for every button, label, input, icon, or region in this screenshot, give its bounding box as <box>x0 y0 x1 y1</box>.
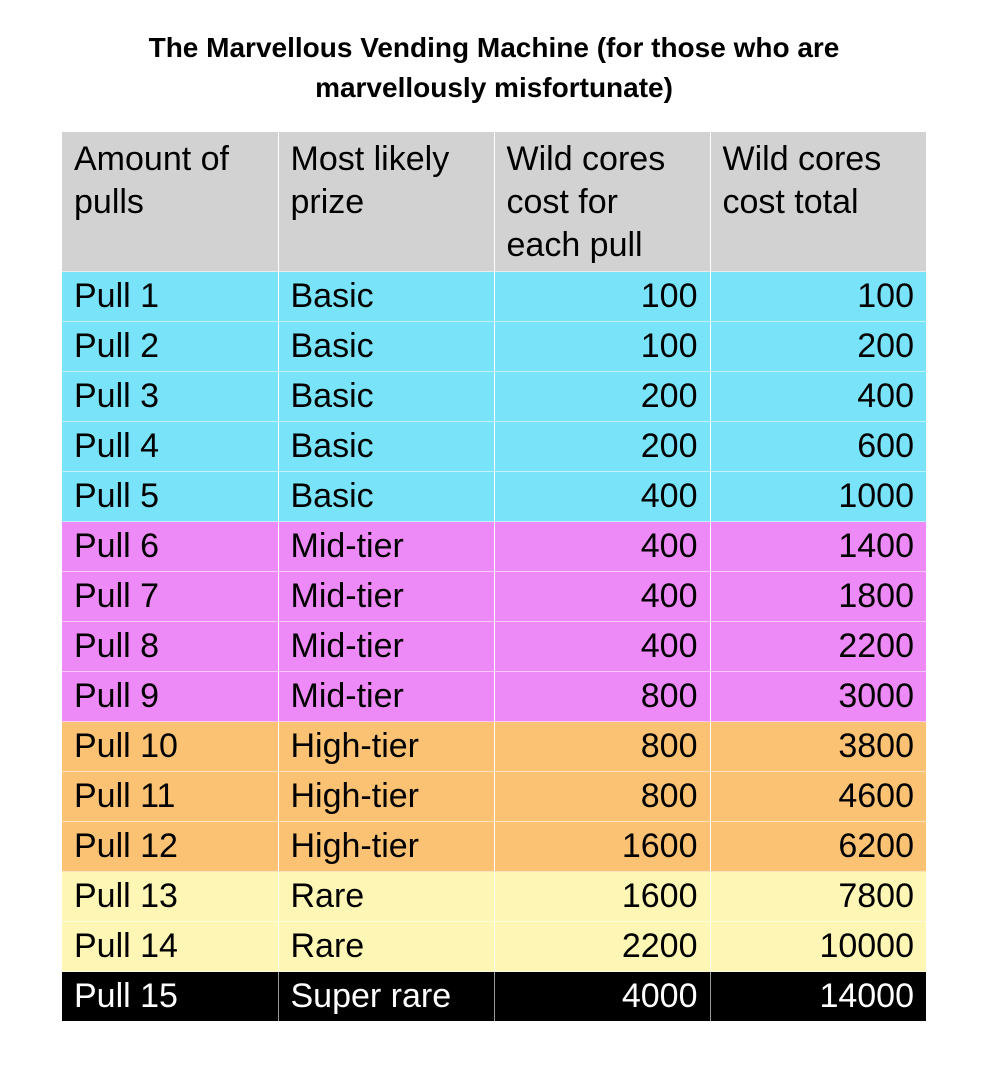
prize-cell: Mid-tier <box>278 622 494 672</box>
prize-cell: Mid-tier <box>278 672 494 722</box>
pull-cell: Pull 7 <box>62 572 278 622</box>
cost-cell: 400 <box>494 622 710 672</box>
total-cell: 4600 <box>710 772 926 822</box>
header-line: Wild cores <box>506 140 666 178</box>
pull-cell: Pull 12 <box>62 822 278 872</box>
prize-cell: Basic <box>278 322 494 372</box>
cost-cell: 200 <box>494 372 710 422</box>
pull-cell: Pull 9 <box>62 672 278 722</box>
total-cell: 200 <box>710 322 926 372</box>
prize-cell: Basic <box>278 472 494 522</box>
total-cell: 7800 <box>710 872 926 922</box>
total-cell: 14000 <box>710 972 926 1022</box>
prize-cell: Rare <box>278 872 494 922</box>
header-line: Wild cores <box>722 140 882 178</box>
total-cell: 3000 <box>710 672 926 722</box>
table-row <box>62 722 926 772</box>
header-cost-total <box>710 132 926 272</box>
total-cell: 100 <box>710 272 926 322</box>
header-amount-of-pulls <box>62 132 278 272</box>
header-most-likely-prize <box>278 132 494 272</box>
cost-cell: 1600 <box>494 822 710 872</box>
pull-cell: Pull 13 <box>62 872 278 922</box>
total-cell: 1800 <box>710 572 926 622</box>
pull-cell: Pull 8 <box>62 622 278 672</box>
pull-cell: Pull 4 <box>62 422 278 472</box>
title-line-2: marvellously misfortunate) <box>315 72 673 103</box>
pull-cell: Pull 6 <box>62 522 278 572</box>
pull-cell: Pull 15 <box>62 972 278 1022</box>
prize-cell: Mid-tier <box>278 522 494 572</box>
total-cell: 2200 <box>710 622 926 672</box>
cost-cell: 800 <box>494 722 710 772</box>
table-row <box>62 272 926 322</box>
pull-cell: Pull 14 <box>62 922 278 972</box>
prize-cell: Basic <box>278 422 494 472</box>
total-cell: 600 <box>710 422 926 472</box>
total-cell: 10000 <box>710 922 926 972</box>
vending-table <box>62 132 926 1021</box>
total-cell: 3800 <box>710 722 926 772</box>
pull-cell: Pull 5 <box>62 472 278 522</box>
table-row <box>62 972 926 1022</box>
prize-cell: Basic <box>278 272 494 322</box>
cost-cell: 400 <box>494 572 710 622</box>
header-cost-each-pull <box>494 132 710 272</box>
title-line-1: The Marvellous Vending Machine (for those who are <box>148 32 840 63</box>
total-cell: 1400 <box>710 522 926 572</box>
cost-cell: 100 <box>494 322 710 372</box>
cost-cell: 1600 <box>494 872 710 922</box>
table-row <box>62 822 926 872</box>
cost-cell: 800 <box>494 672 710 722</box>
table-row <box>62 372 926 422</box>
prize-cell: Mid-tier <box>278 572 494 622</box>
prize-cell: High-tier <box>278 822 494 872</box>
cost-cell: 400 <box>494 472 710 522</box>
table-row <box>62 522 926 572</box>
table-row <box>62 422 926 472</box>
pull-cell: Pull 1 <box>62 272 278 322</box>
total-cell: 6200 <box>710 822 926 872</box>
prize-cell: Basic <box>278 372 494 422</box>
table-row <box>62 622 926 672</box>
total-cell: 1000 <box>710 472 926 522</box>
cost-cell: 4000 <box>494 972 710 1022</box>
pull-cell: Pull 2 <box>62 322 278 372</box>
prize-cell: High-tier <box>278 772 494 822</box>
table-row <box>62 922 926 972</box>
table-row <box>62 872 926 922</box>
header-line: cost for <box>506 183 618 221</box>
table-row <box>62 472 926 522</box>
total-cell: 400 <box>710 372 926 422</box>
header-line: Amount of <box>74 140 229 178</box>
header-line: cost total <box>722 183 859 221</box>
prize-cell: Rare <box>278 922 494 972</box>
table-row <box>62 572 926 622</box>
pull-cell: Pull 3 <box>62 372 278 422</box>
table-row <box>62 322 926 372</box>
header-line: pulls <box>74 183 144 221</box>
pull-cell: Pull 10 <box>62 722 278 772</box>
prize-cell: Super rare <box>278 972 494 1022</box>
prize-cell: High-tier <box>278 722 494 772</box>
table-row <box>62 672 926 722</box>
pull-cell: Pull 11 <box>62 772 278 822</box>
cost-cell: 100 <box>494 272 710 322</box>
cost-cell: 200 <box>494 422 710 472</box>
header-line: each pull <box>506 226 643 264</box>
cost-cell: 2200 <box>494 922 710 972</box>
cost-cell: 800 <box>494 772 710 822</box>
header-line: Most likely <box>290 140 450 178</box>
table-row <box>62 772 926 822</box>
header-row <box>62 132 926 272</box>
cost-cell: 400 <box>494 522 710 572</box>
header-line: prize <box>290 183 365 221</box>
page-title <box>0 28 988 108</box>
